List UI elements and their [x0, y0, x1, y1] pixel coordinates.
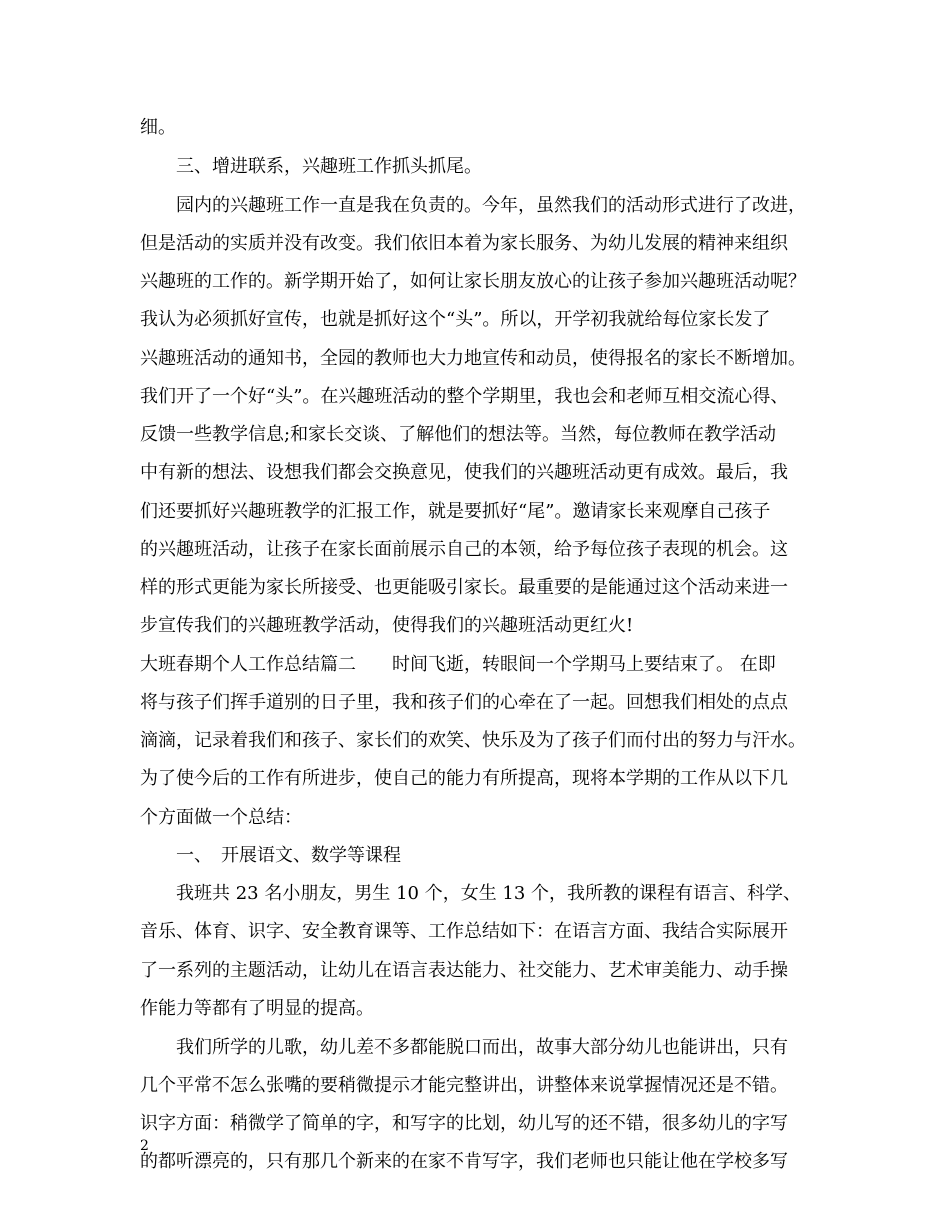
text-line: 的兴趣班活动，让孩子在家长面前展示自己的本领，给予每位孩子表现的机会。这: [140, 539, 788, 560]
text-line: 但是活动的实质并没有改变。我们依旧本着为家长服务、为幼儿发展的精神来组织: [140, 233, 788, 254]
text-line: 个方面做一个总结：: [140, 807, 302, 828]
text-line: 滴滴，记录着我们和孩子、家长们的欢笑、快乐及为了孩子们而付出的努力与汗水。: [140, 730, 806, 751]
text-line: 为了使今后的工作有所进步，使自己的能力有所提高，现将本学期的工作从以下几: [140, 768, 788, 789]
text-line: 园内的兴趣班工作一直是我在负责的。今年，虽然我们的活动形式进行了改进，: [176, 195, 806, 216]
text-line: 兴趣班活动的通知书，全园的教师也大力地宣传和动员，使得报名的家长不断增加。: [140, 348, 806, 369]
page-number: 2: [140, 1138, 149, 1154]
text-line: 音乐、体育、识字、安全教育课等、工作总结如下：在语言方面、我结合实际展开: [140, 921, 788, 942]
text-line: 反馈一些教学信息;和家长交谈、了解他们的想法等。当然，每位教师在教学活动: [140, 424, 777, 445]
section-heading: 三、增进联系，兴趣班工作抓头抓尾。: [176, 156, 482, 177]
text-line: 步宣传我们的兴趣班教学活动，使得我们的兴趣班活动更红火!: [140, 615, 634, 636]
text-line: 的都听漂亮的，只有那几个新来的在家不肯写字，我们老师也只能让他在学校多写: [140, 1151, 788, 1172]
text-line: 兴趣班的工作的。新学期开始了，如何让家长朋友放心的让孩子参加兴趣班活动呢？: [140, 271, 806, 292]
text-line: 细。: [140, 117, 176, 138]
text-line: 将与孩子们挥手道别的日子里，我和孩子们的心牵在了一起。回想我们相处的点点: [140, 692, 788, 713]
section-heading: 一、 开展语文、数学等课程: [176, 845, 401, 866]
text-line: 中有新的想法、设想我们都会交换意见，使我们的兴趣班活动更有成效。最后，我: [140, 462, 788, 483]
text-line: 我们所学的儿歌，幼儿差不多都能脱口而出，故事大部分幼儿也能讲出，只有: [176, 1037, 788, 1058]
text-line: 了一系列的主题活动，让幼儿在语言表达能力、社交能力、艺术审美能力、动手操: [140, 960, 788, 981]
text-line: 我认为必须抓好宣传，也就是抓好这个“头”。所以，开学初我就给每位家长发了: [140, 309, 771, 330]
text-line: 大班春期个人工作总结篇二 时间飞逝，转眼间一个学期马上要结束了。 在即: [140, 654, 776, 675]
text-line: 我班共 23 名小朋友，男生 10 个，女生 13 个，我所教的课程有语言、科学、: [176, 883, 802, 904]
text-line: 识字方面：稍微学了简单的字，和写字的比划，幼儿写的还不错，很多幼儿的字写: [140, 1113, 788, 1134]
text-line: 我们开了一个好“头”。在兴趣班活动的整个学期里，我也会和老师互相交流心得、: [140, 386, 789, 407]
text-line: 们还要抓好兴趣班教学的汇报工作，就是要抓好“尾”。邀请家长来观摩自己孩子: [140, 501, 771, 522]
text-line: 作能力等都有了明显的提高。: [140, 998, 374, 1019]
text-line: 样的形式更能为家长所接受、也更能吸引家长。最重要的是能通过这个活动来进一: [140, 577, 788, 598]
text-line: 几个平常不怎么张嘴的要稍微提示才能完整讲出，讲整体来说掌握情况还是不错。: [140, 1075, 788, 1096]
